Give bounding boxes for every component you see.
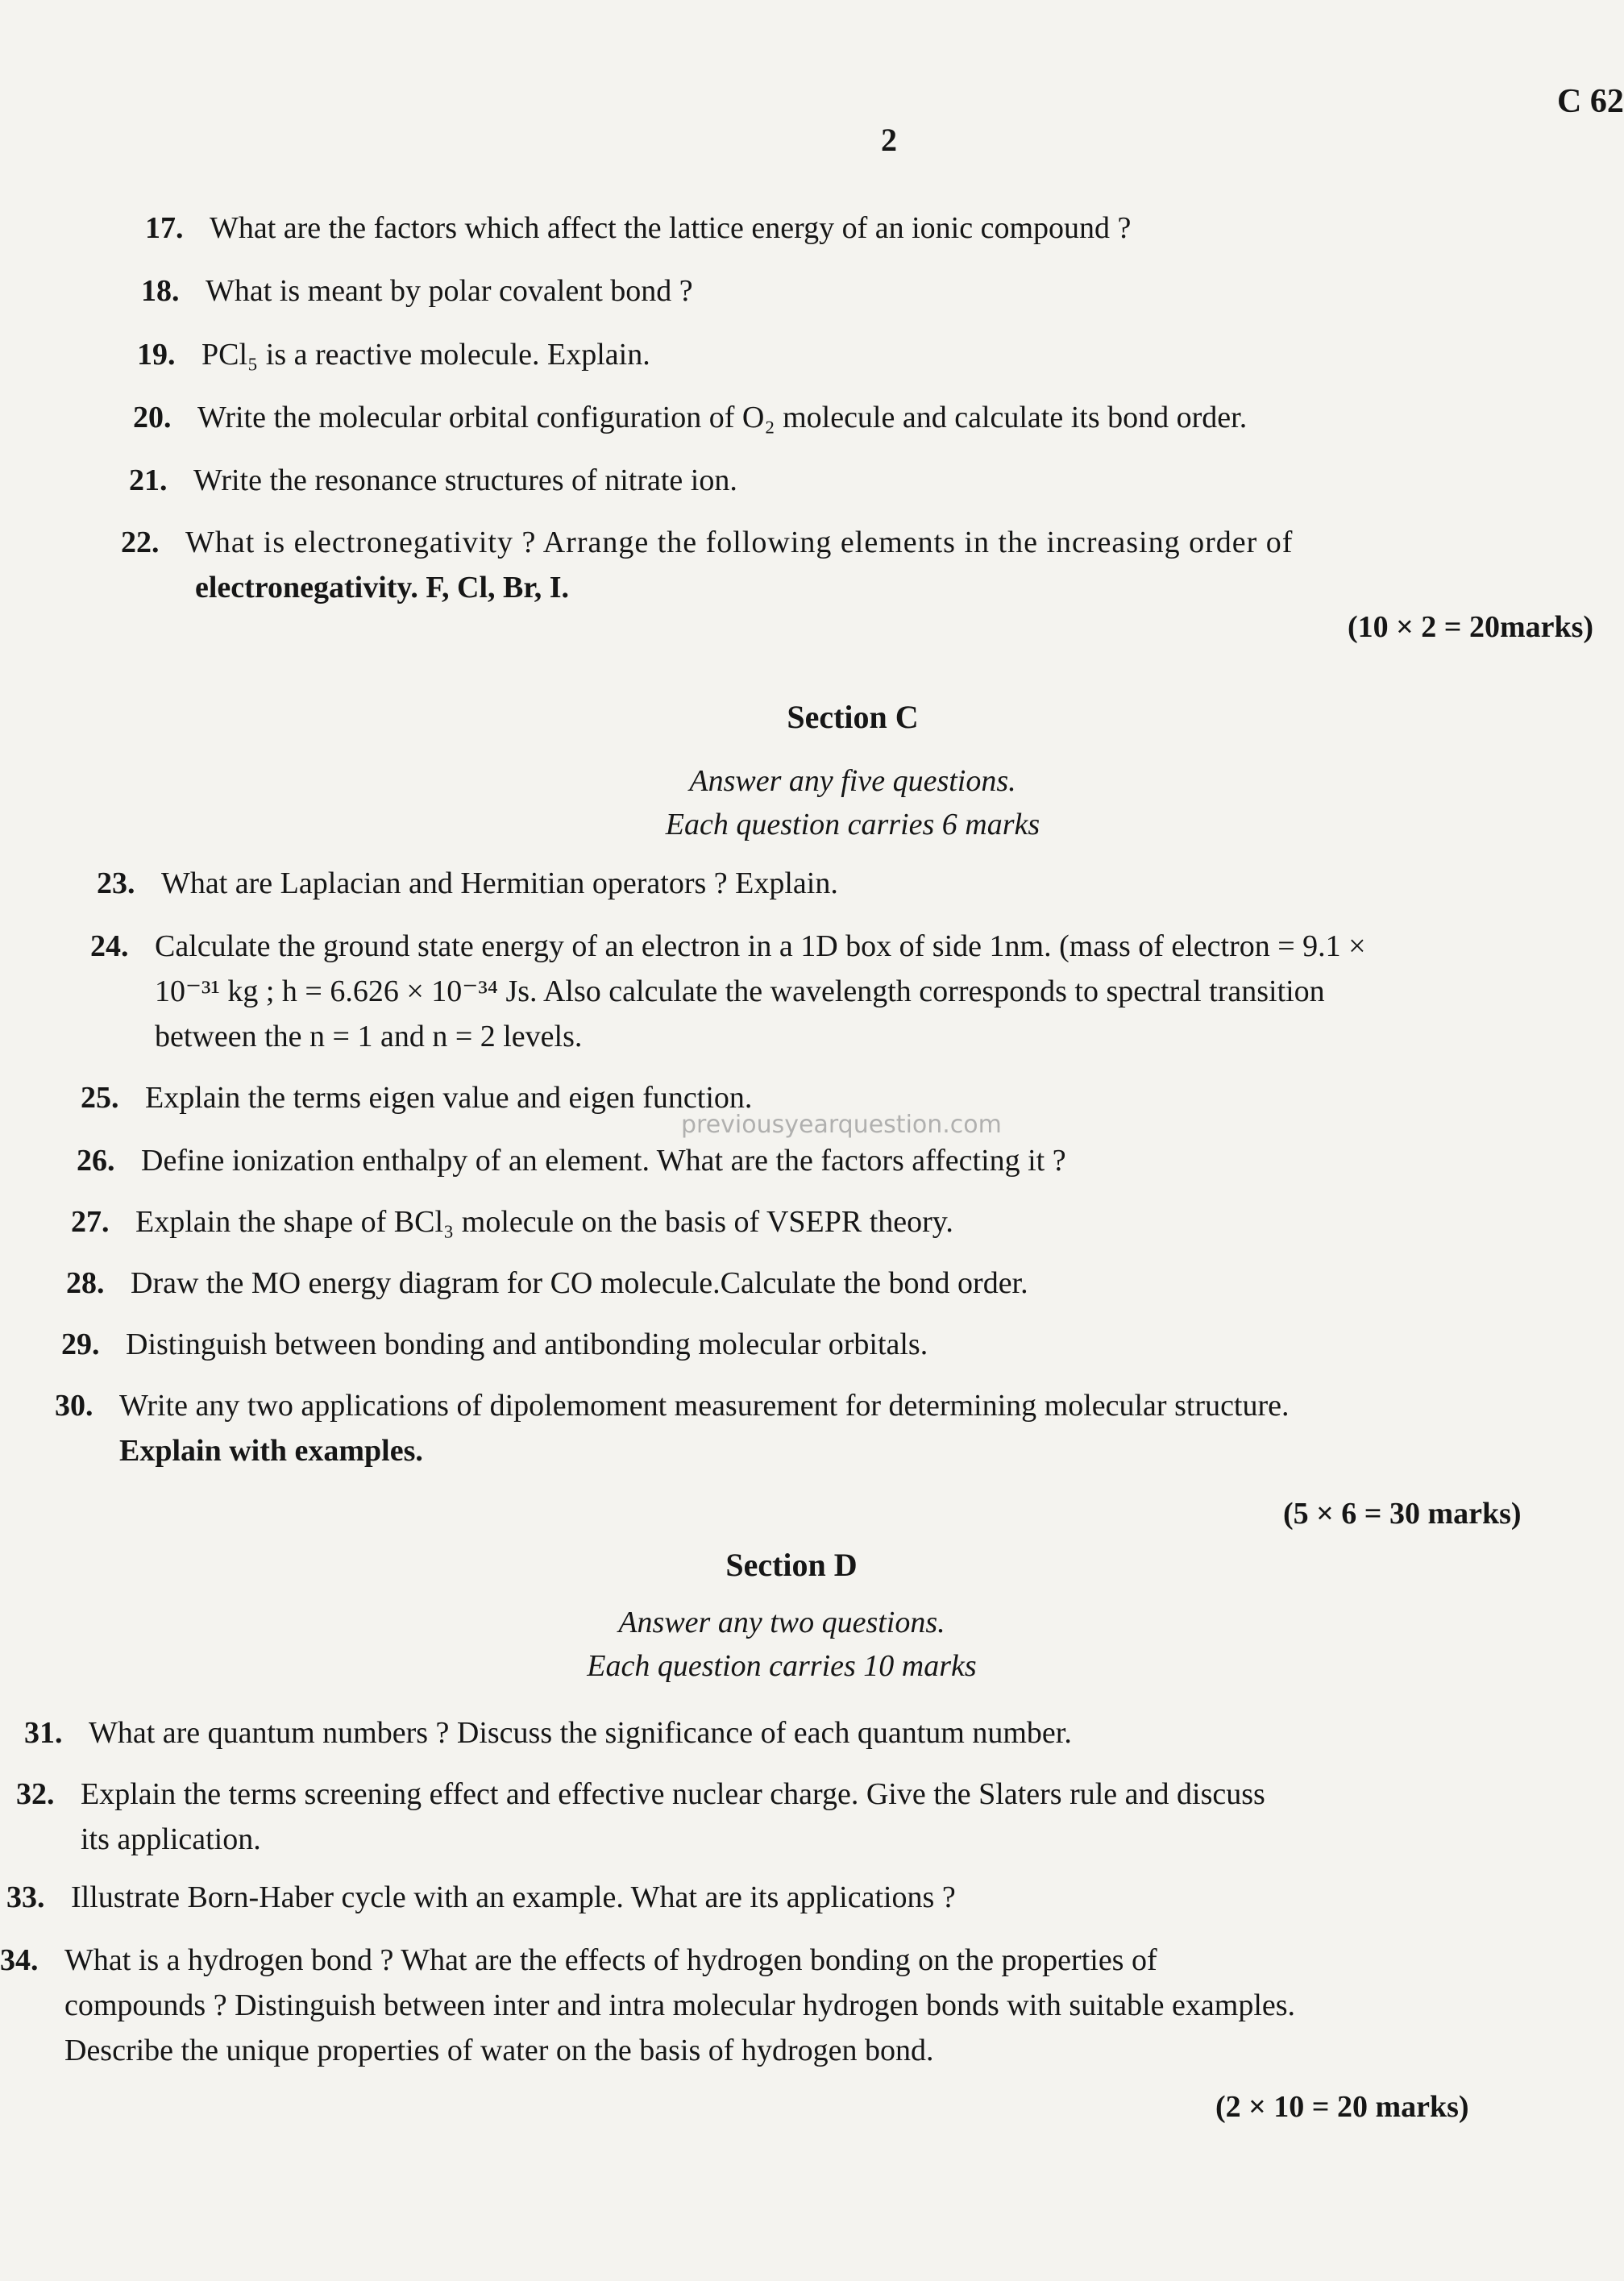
question-number: 27. [71, 1205, 110, 1239]
question-27 [71, 1199, 953, 1244]
question-17 [145, 206, 1131, 251]
question-text: Calculate the ground state energy of an electron in a 1D box of side 1nm. (mass of electron = 9.1 × [155, 929, 1366, 963]
question-33 [6, 1875, 956, 1920]
question-26 [77, 1138, 1066, 1183]
question-text: What is a hydrogen bond ? What are the effects of hydrogen bonding on the properties of [64, 1943, 1157, 1977]
question-number: 21. [129, 463, 168, 497]
question-text: Distinguish between bonding and antibonding molecular orbitals. [126, 1327, 928, 1361]
question-number: 23. [97, 866, 135, 900]
question-text: PCl₅ is a reactive molecule. Explain. [201, 338, 650, 372]
question-number: 24. [90, 929, 129, 963]
question-number: 32. [16, 1777, 55, 1811]
question-text: Explain the terms screening effect and effective nuclear charge. Give the Slaters rule and discuss [81, 1777, 1265, 1811]
question-number: 29. [61, 1327, 100, 1361]
question-number: 22. [121, 526, 160, 559]
question-text: What is electronegativity ? Arrange the following elements in the increasing order of [185, 526, 1294, 559]
question-34 [0, 1938, 1295, 2073]
question-number: 25. [81, 1081, 119, 1115]
section-d-instruction-1: Answer any two questions. [618, 1606, 945, 1639]
question-text: Illustrate Born-Haber cycle with an example. What are its applications ? [71, 1880, 956, 1914]
question-18 [141, 268, 693, 314]
question-29 [61, 1322, 928, 1367]
question-text-continued-2: Describe the unique properties of water on the basis of hydrogen bond. [64, 2034, 934, 2067]
question-30 [55, 1383, 1290, 1473]
question-21 [129, 458, 737, 503]
question-23 [97, 861, 838, 906]
question-number: 26. [77, 1144, 115, 1178]
question-number: 30. [55, 1389, 93, 1423]
question-19 [137, 332, 650, 377]
question-number: 20. [133, 401, 172, 434]
question-text: What is meant by polar covalent bond ? [206, 274, 693, 308]
question-text: Draw the MO energy diagram for CO molecule.Calculate the bond order. [131, 1266, 1028, 1300]
question-28 [66, 1261, 1028, 1306]
question-31 [24, 1710, 1072, 1755]
section-d-title: Section D [725, 1547, 858, 1583]
question-text: What are Laplacian and Hermitian operators ? Explain. [161, 866, 838, 900]
page-number: 2 [881, 122, 897, 158]
question-number: 18. [141, 274, 180, 308]
question-text-continued-2: between the n = 1 and n = 2 levels. [155, 1020, 583, 1053]
section-c-marks: (5 × 6 = 30 marks) [1283, 1497, 1522, 1531]
question-number: 34. [0, 1943, 39, 1977]
section-c-instruction-2: Each question carries 6 marks [665, 808, 1040, 841]
question-number: 28. [66, 1266, 105, 1300]
question-text: Write any two applications of dipolemoment measurement for determining molecular structure. [119, 1389, 1290, 1423]
section-d-marks: (2 × 10 = 20 marks) [1215, 2090, 1469, 2124]
question-text-continued: Explain with examples. [119, 1434, 423, 1468]
question-24 [90, 924, 1366, 1059]
question-22 [121, 520, 1293, 610]
question-text: What are quantum numbers ? Discuss the significance of each quantum number. [89, 1716, 1072, 1750]
question-number: 33. [6, 1880, 45, 1914]
question-text: Define ionization enthalpy of an element. What are the factors affecting it ? [141, 1144, 1066, 1178]
watermark-text: previousyearquestion.com [681, 1111, 1002, 1139]
section-d-instruction-2: Each question carries 10 marks [587, 1649, 977, 1683]
question-text: Write the resonance structures of nitrate ion. [193, 463, 737, 497]
question-text-continued: its application. [81, 1822, 261, 1856]
section-c-instructions [490, 759, 1215, 846]
section-b-marks: (10 × 2 = 20marks) [1348, 610, 1594, 644]
question-20 [133, 395, 1247, 440]
question-text: What are the factors which affect the lattice energy of an ionic compound ? [210, 211, 1132, 245]
question-number: 31. [24, 1716, 63, 1750]
question-text-continued: electronegativity. F, Cl, Br, I. [195, 571, 570, 605]
question-25 [81, 1075, 752, 1120]
section-c-title: Section C [787, 699, 919, 735]
question-text-continued: compounds ? Distinguish between inter and intra molecular hydrogen bonds with suitable examples. [64, 1988, 1296, 2022]
question-number: 17. [145, 211, 184, 245]
question-text: Write the molecular orbital configuration of O₂ molecule and calculate its bond order. [197, 401, 1248, 434]
question-text-continued: 10⁻³¹ kg ; h = 6.626 × 10⁻³⁴ Js. Also calculate the wavelength corresponds to spectral transition [155, 974, 1325, 1008]
question-text: Explain the terms eigen value and eigen function. [145, 1081, 753, 1115]
question-32 [16, 1772, 1265, 1862]
question-text: Explain the shape of BCl₃ molecule on the basis of VSEPR theory. [135, 1205, 953, 1239]
section-c-instruction-1: Answer any five questions. [689, 764, 1016, 798]
section-d-instructions [419, 1601, 1144, 1688]
paper-code: C 62 [1557, 83, 1624, 120]
question-number: 19. [137, 338, 176, 372]
